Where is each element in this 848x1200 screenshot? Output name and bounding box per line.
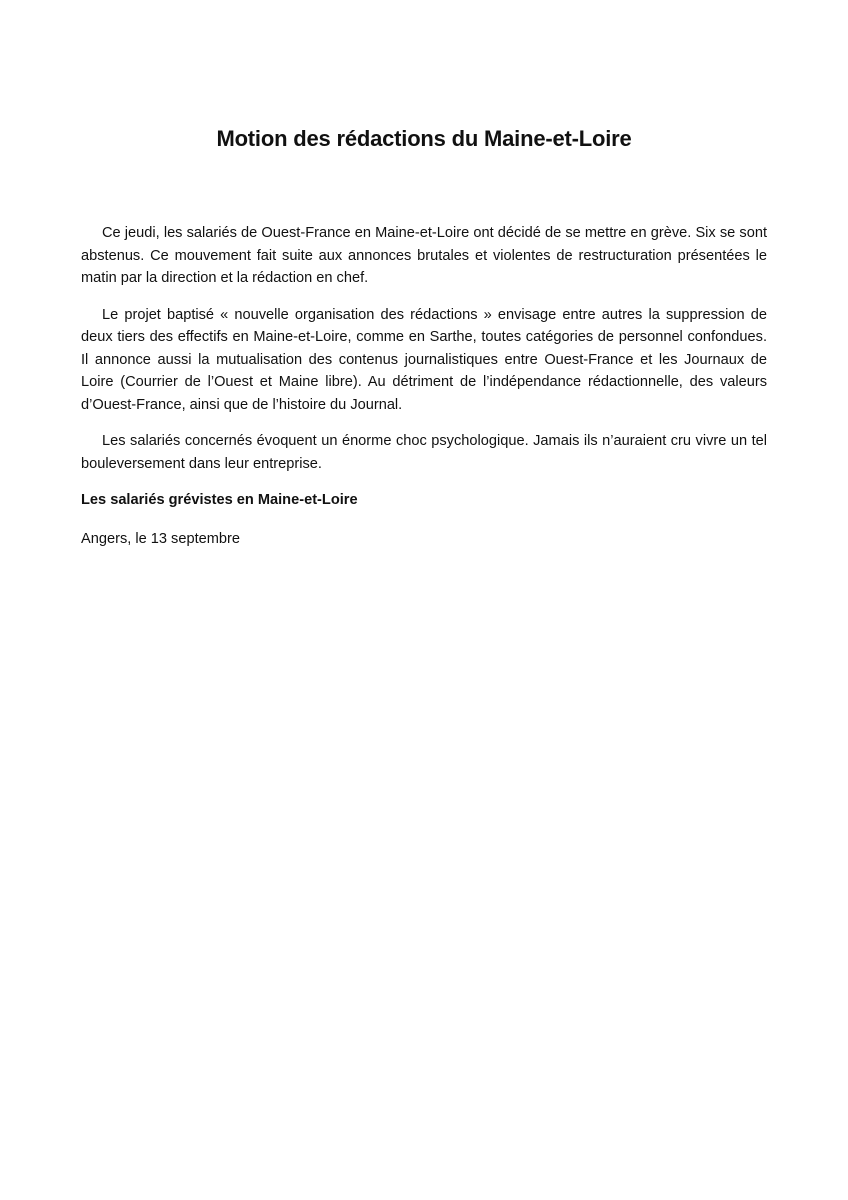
paragraph-psychological-shock: Les salariés concernés évoquent un énorme choc psychologique. Jamais ils n’auraient cru vivre un tel bouleversement dans leur entreprise.: [81, 433, 767, 472]
place-date: Angers, le 13 septembre: [81, 530, 240, 547]
paragraph-strike-announcement: Ce jeudi, les salariés de Ouest-France en Maine-et-Loire ont décidé de se mettre en grève. Six se sont abstenus. Ce mouvement fait suite aux annonces brutales et violentes de restructuration présentées le matin par la direction et la rédaction en chef.: [81, 225, 767, 286]
document-title: Motion des rédactions du Maine-et-Loire: [216, 126, 632, 151]
signature: Les salariés grévistes en Maine-et-Loire: [81, 492, 358, 508]
paragraph-reorganization-project: Le projet baptisé « nouvelle organisation des rédactions » envisage entre autres la suppression de deux tiers des effectifs en Maine-et-Loire, comme en Sarthe, toutes catégories de personnel confondues. Il annonce aussi la mutualisation des contenus journalistiques entre Ouest-France et les Journaux de Loire (Courrier de l’Ouest et Maine libre). Au détriment de l’indépendance rédactionnelle, des valeurs d’Ouest-France, ainsi que de l’histoire du Journal.: [81, 306, 767, 413]
document-body: [81, 222, 767, 550]
